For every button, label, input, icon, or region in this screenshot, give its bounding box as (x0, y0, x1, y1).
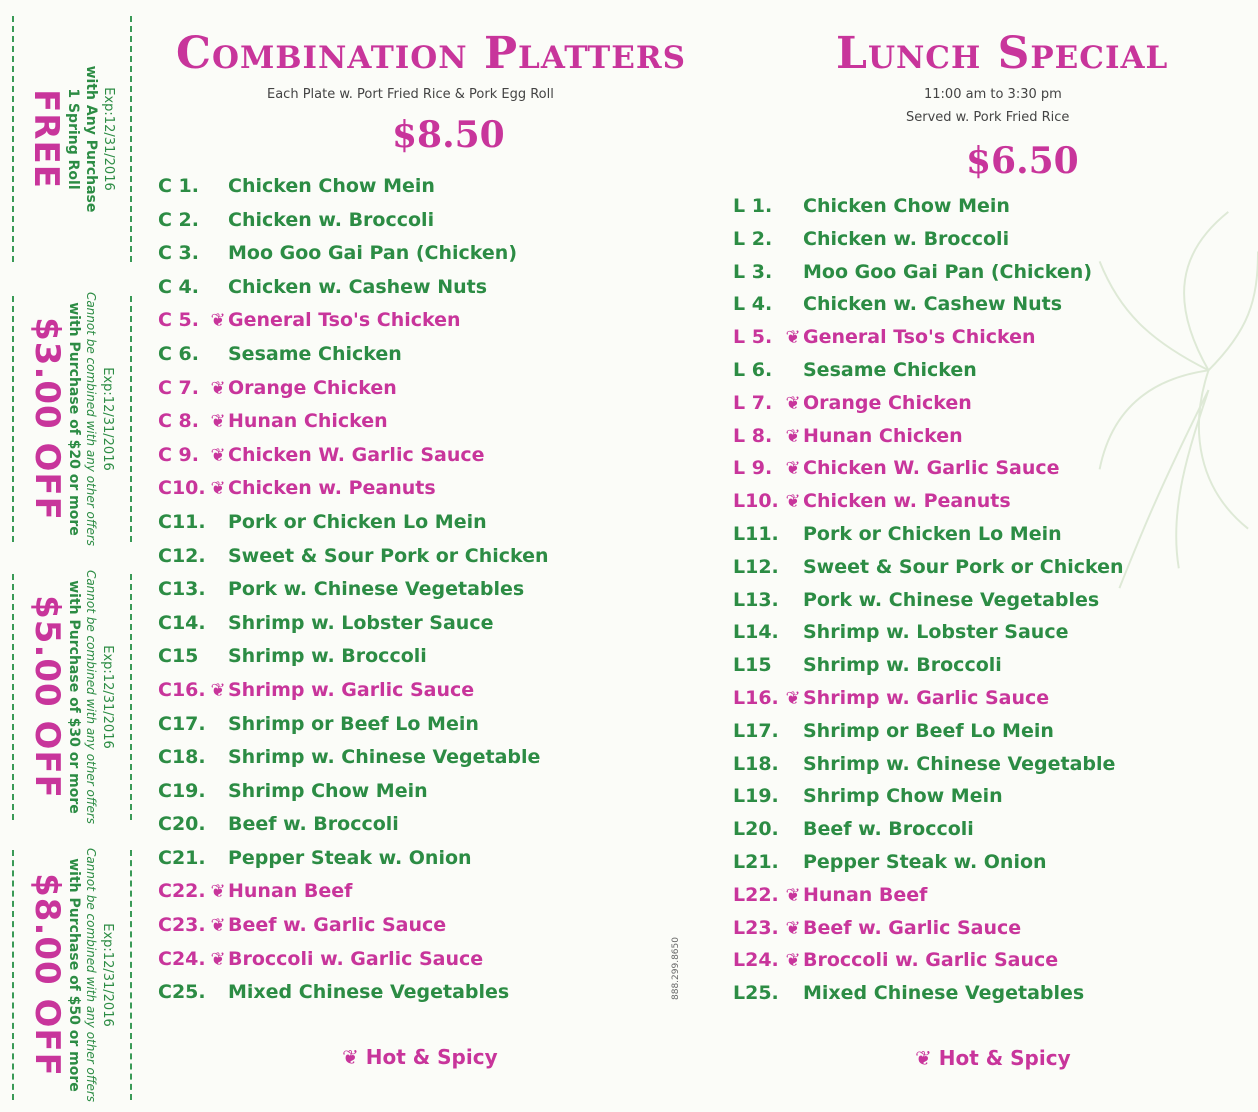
menu-item-code: C 8. (158, 410, 199, 433)
menu-item-name: Mixed Chinese Vegetables (228, 981, 510, 1004)
menu-item (158, 372, 578, 406)
menu-item (733, 813, 1153, 846)
menu-item-name: Chicken Chow Mein (228, 175, 435, 197)
menu-item-code: L19. (733, 785, 779, 808)
menu-item (733, 616, 1153, 649)
menu-item (158, 640, 578, 674)
menu-item-name: Chicken w. Broccoli (228, 208, 435, 231)
lunch-price: $6.50 (966, 140, 1079, 182)
hot-spicy-pepper-icon: ❦ (785, 917, 801, 939)
menu-item (733, 715, 1153, 748)
coupon-line2: Cannot be combined with any other offers (84, 569, 98, 825)
menu-item-code: C25. (158, 981, 206, 1004)
menu-item (733, 846, 1153, 879)
menu-item-name: Sweet & Sour Pork or Chicken (803, 555, 1124, 578)
menu-item-name: Shrimp w. Broccoli (228, 645, 427, 668)
menu-item-code: L 3. (733, 260, 773, 283)
menu-item (733, 223, 1153, 256)
menu-item-code: L15 (733, 654, 772, 677)
menu-item (733, 452, 1153, 485)
menu-item-name: Moo Goo Gai Pan (Chicken) (228, 242, 518, 265)
menu-item-name: Shrimp w. Lobster Sauce (228, 611, 494, 634)
menu-item-name: Beef w. Garlic Sauce (228, 914, 447, 937)
hot-spicy-pepper-icon: ❦ (210, 478, 226, 500)
hot-spicy-pepper-icon: ❦ (785, 687, 801, 709)
hot-spicy-pepper-icon: ❦ (210, 377, 226, 399)
combination-menu-list (158, 170, 578, 1010)
menu-item-name: Chicken w. Peanuts (803, 490, 1011, 513)
menu-item-name: Shrimp w. Broccoli (803, 654, 1002, 677)
menu-item-name: General Tso's Chicken (228, 309, 461, 332)
menu-item-code: L14. (733, 621, 779, 644)
menu-item (733, 649, 1153, 682)
coupon-headline: $8.00 OFF (27, 873, 67, 1077)
menu-item-code: C24. (158, 947, 206, 970)
menu-item (158, 674, 578, 708)
coupon-line1: with Purchase of $20 or more (66, 302, 82, 536)
menu-item-name: Chicken W. Garlic Sauce (228, 443, 485, 466)
menu-item-code: L 1. (733, 195, 773, 217)
menu-item (158, 573, 578, 607)
menu-item (158, 304, 578, 338)
menu-item-name: Sweet & Sour Pork or Chicken (228, 544, 549, 567)
menu-item-code: C15 (158, 645, 199, 668)
menu-item (733, 879, 1153, 912)
menu-item-code: C17. (158, 712, 206, 735)
menu-item-name: Hunan Beef (228, 880, 353, 903)
menu-item-name: Hunan Chicken (803, 424, 963, 447)
menu-item-name: Pepper Steak w. Onion (228, 846, 472, 869)
combination-title: Combination Platters (176, 28, 687, 79)
menu-item-code: L 5. (733, 326, 773, 349)
menu-item-code: C 6. (158, 342, 199, 365)
menu-item-code: C22. (158, 880, 206, 903)
menu-item-name: Pepper Steak w. Onion (803, 850, 1047, 873)
menu-item (158, 472, 578, 506)
menu-item (733, 748, 1153, 781)
menu-item (733, 977, 1153, 1010)
menu-item-name: Mixed Chinese Vegetables (803, 982, 1085, 1005)
menu-item-name: Beef w. Broccoli (803, 818, 974, 841)
menu-item-name: Orange Chicken (228, 376, 397, 399)
menu-item-code: L13. (733, 588, 779, 611)
menu-item-code: L16. (733, 686, 779, 709)
menu-item (158, 607, 578, 641)
hot-spicy-pepper-icon: ❦ (342, 1045, 359, 1069)
menu-item-name: Shrimp or Beef Lo Mein (228, 712, 479, 735)
coupon-line1: 1 Spring Roll (65, 88, 81, 190)
hot-spicy-pepper-icon: ❦ (785, 425, 801, 447)
menu-item (158, 204, 578, 238)
menu-item-name: Beef w. Broccoli (228, 813, 399, 836)
menu-item-code: C 4. (158, 275, 199, 298)
menu-item (158, 741, 578, 775)
menu-item (733, 518, 1153, 551)
menu-item (158, 775, 578, 809)
menu-item-name: Chicken w. Cashew Nuts (228, 275, 488, 298)
menu-item-code: C23. (158, 914, 206, 937)
coupon-line2: Cannot be combined with any other offers (84, 291, 98, 547)
menu-item (158, 271, 578, 305)
hot-spicy-pepper-icon: ❦ (785, 491, 801, 513)
menu-item (733, 912, 1153, 945)
menu-item (733, 780, 1153, 813)
menu-item (158, 540, 578, 574)
coupon-headline: $5.00 OFF (27, 595, 67, 799)
menu-item-name: Orange Chicken (803, 391, 972, 414)
menu-item-name: Hunan Beef (803, 883, 928, 906)
menu-item-code: C14. (158, 611, 206, 634)
menu-item-code: C19. (158, 779, 206, 802)
menu-item (733, 190, 1153, 223)
menu-item-name: Shrimp w. Chinese Vegetable (803, 752, 1116, 775)
coupon-8-off[interactable] (12, 847, 132, 1103)
menu-item (733, 420, 1153, 453)
menu-item-name: Shrimp w. Garlic Sauce (228, 678, 475, 701)
coupon-5-off[interactable] (12, 569, 132, 825)
menu-item (158, 708, 578, 742)
menu-item-code: C 1. (158, 175, 199, 197)
hot-spicy-pepper-icon: ❦ (210, 881, 226, 903)
menu-item-code: C20. (158, 813, 206, 836)
menu-item-name: Pork w. Chinese Vegetables (803, 588, 1100, 611)
menu-item (158, 237, 578, 271)
lunch-title: Lunch Special (836, 28, 1169, 79)
menu-item (158, 405, 578, 439)
legend-label: Hot & Spicy (365, 1045, 498, 1069)
lunch-subtitle: Served w. Pork Fried Rice (906, 110, 1070, 125)
combination-price: $8.50 (392, 114, 505, 156)
hot-spicy-pepper-icon: ❦ (785, 884, 801, 906)
hot-spicy-pepper-icon: ❦ (210, 444, 226, 466)
menu-item-code: C 3. (158, 242, 199, 265)
coupon-expiry: Exp:12/31/2016 (101, 87, 116, 191)
legend-label: Hot & Spicy (938, 1046, 1071, 1070)
menu-item-name: Chicken W. Garlic Sauce (803, 457, 1060, 480)
coupon-line1: with Purchase of $50 or more (66, 858, 82, 1092)
menu-item-code: C13. (158, 578, 206, 601)
menu-item-code: C10. (158, 477, 206, 500)
menu-item-code: C 9. (158, 443, 199, 466)
menu-item-code: L12. (733, 555, 779, 578)
menu-item-name: Chicken w. Peanuts (228, 477, 436, 500)
menu-item-code: L 4. (733, 293, 773, 316)
menu-item-code: C21. (158, 846, 206, 869)
menu-item (158, 338, 578, 372)
menu-item-code: L24. (733, 949, 779, 972)
hot-spicy-pepper-icon: ❦ (915, 1046, 932, 1070)
menu-item-name: Shrimp w. Garlic Sauce (803, 686, 1050, 709)
lunch-hours: 11:00 am to 3:30 pm (924, 87, 1062, 102)
menu-item-name: Chicken w. Cashew Nuts (803, 293, 1063, 316)
menu-item-name: Shrimp Chow Mein (228, 779, 428, 802)
menu-item-code: L 6. (733, 358, 773, 381)
menu-item (733, 256, 1153, 289)
menu-item (733, 387, 1153, 420)
menu-item-name: Hunan Chicken (228, 410, 388, 433)
menu-item-code: C11. (158, 510, 206, 533)
hot-spicy-pepper-icon: ❦ (210, 915, 226, 937)
coupon-expiry: Exp:12/31/2016 (100, 645, 115, 749)
menu-item (733, 321, 1153, 354)
coupon-headline: FREE (26, 89, 66, 189)
menu-item (733, 944, 1153, 977)
coupon-expiry: Exp:12/31/2016 (100, 367, 115, 471)
menu-item-name: Shrimp w. Chinese Vegetable (228, 746, 541, 769)
menu-item-code: L 9. (733, 457, 773, 480)
menu-item-name: General Tso's Chicken (803, 326, 1036, 349)
menu-item-name: Broccoli w. Garlic Sauce (803, 949, 1059, 972)
hot-spicy-pepper-icon: ❦ (785, 392, 801, 414)
hot-spicy-pepper-icon: ❦ (785, 327, 801, 349)
lunch-menu-list (733, 190, 1153, 1010)
menu-item (733, 584, 1153, 617)
menu-item (733, 485, 1153, 518)
menu-item (158, 170, 578, 204)
printer-note: 888.299.8650 (671, 937, 681, 1000)
menu-item-code: L21. (733, 850, 779, 873)
menu-item (158, 842, 578, 876)
coupon-line2: with Any Purchase (83, 65, 99, 213)
menu-item-name: Sesame Chicken (803, 358, 977, 381)
menu-item (733, 288, 1153, 321)
menu-item (733, 682, 1153, 715)
menu-item-name: Beef w. Garlic Sauce (803, 916, 1022, 939)
menu-item (158, 875, 578, 909)
menu-item-code: L 8. (733, 424, 773, 447)
menu-item-name: Chicken Chow Mein (803, 195, 1010, 217)
combination-subtitle: Each Plate w. Port Fried Rice & Pork Egg Roll (267, 87, 554, 102)
menu-item-code: C12. (158, 544, 206, 567)
menu-item (733, 551, 1153, 584)
menu-item-code: C 5. (158, 309, 199, 332)
hot-spicy-pepper-icon: ❦ (785, 950, 801, 972)
coupon-expiry: Exp:12/31/2016 (100, 923, 115, 1027)
menu-item-code: C16. (158, 678, 206, 701)
menu-item-code: L 2. (733, 227, 773, 250)
menu-item-code: L23. (733, 916, 779, 939)
menu-item (158, 506, 578, 540)
menu-item-code: L22. (733, 883, 779, 906)
menu-item-name: Shrimp w. Lobster Sauce (803, 621, 1069, 644)
menu-item-code: L17. (733, 719, 779, 742)
menu-item-code: C 2. (158, 208, 199, 231)
menu-item-code: L25. (733, 982, 779, 1005)
menu-item-name: Pork or Chicken Lo Mein (803, 522, 1062, 545)
menu-item-code: L11. (733, 522, 779, 545)
menu-item-code: C18. (158, 746, 206, 769)
hot-spicy-pepper-icon: ❦ (785, 458, 801, 480)
hot-spicy-pepper-icon: ❦ (210, 411, 226, 433)
coupon-headline: $3.00 OFF (27, 317, 67, 521)
combination-legend (342, 1045, 498, 1069)
menu-item-name: Pork or Chicken Lo Mein (228, 510, 487, 533)
lunch-legend (915, 1046, 1071, 1070)
hot-spicy-pepper-icon: ❦ (210, 948, 226, 970)
menu-item-name: Shrimp Chow Mein (803, 785, 1003, 808)
menu-item-name: Moo Goo Gai Pan (Chicken) (803, 260, 1093, 283)
menu-item-name: Pork w. Chinese Vegetables (228, 578, 525, 601)
menu-item (158, 909, 578, 943)
menu-item-code: L20. (733, 818, 779, 841)
coupon-line1: with Purchase of $30 or more (66, 580, 82, 814)
menu-item (158, 808, 578, 842)
coupon-3-off[interactable] (12, 291, 132, 547)
menu-item-code: L 7. (733, 391, 773, 414)
coupon-line2: Cannot be combined with any other offers (84, 847, 98, 1103)
menu-item-code: L10. (733, 490, 779, 513)
hot-spicy-pepper-icon: ❦ (210, 679, 226, 701)
menu-item (158, 943, 578, 977)
coupon-free-spring-roll[interactable] (12, 16, 132, 262)
menu-item-code: L18. (733, 752, 779, 775)
menu-item (158, 439, 578, 473)
menu-item-name: Sesame Chicken (228, 342, 402, 365)
menu-item-name: Shrimp or Beef Lo Mein (803, 719, 1054, 742)
menu-item (158, 976, 578, 1010)
menu-item-code: C 7. (158, 376, 199, 399)
menu-item-name: Chicken w. Broccoli (803, 227, 1010, 250)
menu-item-name: Broccoli w. Garlic Sauce (228, 947, 484, 970)
hot-spicy-pepper-icon: ❦ (210, 310, 226, 332)
menu-item (733, 354, 1153, 387)
